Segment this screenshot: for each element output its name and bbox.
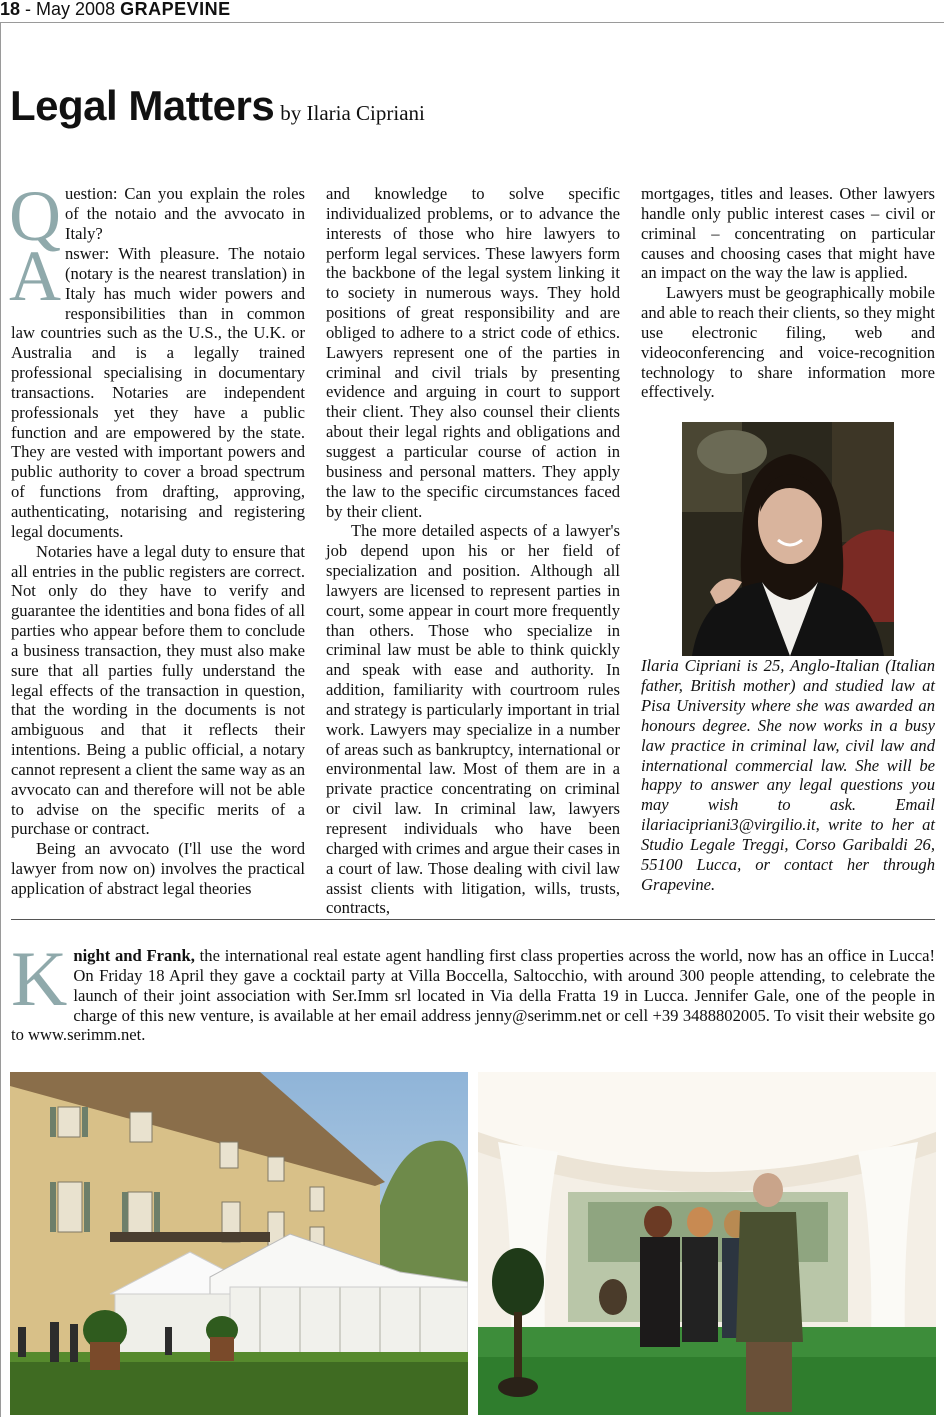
section-divider: [11, 919, 935, 920]
column-3: [641, 184, 935, 894]
answer-text: nswer: With pleasure. The notaio (notary is the nearest translation) in Italy has much wider powers and responsibilities than in common law countries such as the U.S., the U.K. or Australia and is a legally trained professional specialising in documentary transactions. Notaries are independent professionals yet they have a public function and are empowered by the state. They are vested with important powers and public authority to cover a broad spectrum of functions from drafting, approving, authenticating, notarising and registering legal documents.: [11, 244, 305, 541]
col3-paragraph-1: mortgages, titles and leases. Other lawyers handle only public interest cases – civil or criminal – concentrating on particular causes and choosing cases that might have an impact on the way the law is applied.: [641, 184, 935, 283]
col2-paragraph-2: The more detailed aspects of a lawyer's job depend upon his or her field of specialization and position. Although all lawyers are licensed to represent parties in court, some appear in court more frequently than others. Those who specialize in criminal law must be able to think quickly and speak with ease and authority. In addition, familiarity with courtroom rules and strategy is particularly important in trial work. Lawyers may specialize in a number of areas such as bankruptcy, international or environmental law. Most of them are in a private practice concentrating on criminal or civil law. In criminal law, lawyers represent individuals who have been charged with crimes and argue their cases in a court of law. Those dealing with civil law assist clients with litigation, wills, trusts, contracts,: [326, 521, 620, 918]
col2-paragraph-1: and knowledge to solve specific individualized problems, or to advance the interests of those who hire lawyers to perform legal services. These lawyers form the backbone of the legal system linking it to society in numerous ways. They hold positions of great responsibility and are obliged to adhere to a strict code of ethics. Lawyers represent one of the parties in criminal and civil trials by presenting evidence and arguing in court to support their client. They also counsel their clients about their legal rights and obligations and suggest a particular course of action in business and personal matters. They apply the law to the specific circumstances faced by their client.: [326, 184, 620, 521]
dropcap-k: K: [11, 935, 68, 1022]
question-paragraph: [9, 176, 305, 256]
page-number: 18: [0, 0, 21, 19]
party-tent-photo: [478, 1072, 936, 1415]
running-head: [0, 0, 945, 22]
col3-paragraph-2: Lawyers must be geographically mobile and able to reach their clients, so they might use electronic filing, web and videoconferencing and voice-recognition technology to share information more effectively.: [641, 283, 935, 402]
paragraph-3: Being an avvocato (I'll use the word lawyer from now on) involves the practical application of abstract legal theories: [11, 839, 305, 898]
article-heading: [10, 82, 425, 130]
knight-text: the international real estate agent handling first class properties across the world, now has an office in Lucca! On Friday 18 April they gave a cocktail party at Villa Boccella, Saltocchio, with around 300 people attending, to celebrate the launch of their joint association with Ser.Imm srl located in Via della Fratta 19 in Lucca. Jennifer Gale, one of the people in charge of this new venture, is available at her email address jenny@serimm.net or cell +39 3488802005. To visit their website go to www.serimm.net.: [11, 946, 935, 1045]
column-2: [326, 184, 620, 918]
question-text: uestion: Can you explain the roles of the notaio and the avvocato in Italy?: [65, 184, 305, 243]
issue-date: - May 2008: [20, 0, 121, 19]
dropcap-q: Q: [9, 176, 61, 256]
magazine-name: GRAPEVINE: [120, 0, 231, 19]
paragraph-2: Notaries have a legal duty to ensure that all entries in the public registers are correct. Not only do they have to verify and guarantee the identities and bona fides of all parties who appear before them to conclude a business transaction, they must also make sure that all parties fully understand the legal effects of the transaction in question, that the wording in the documents is not ambiguous and that it reflects their intentions. Being a public official, a notary cannot represent a client the same way as an avvocato can and therefore will not be able to advise on the specific merits of a purchase or contract.: [11, 541, 305, 839]
article-byline: by Ilaria Cipriani: [280, 101, 425, 125]
author-portrait-photo: [682, 422, 894, 656]
author-caption: Ilaria Cipriani is 25, Anglo-Italian (Italian father, British mother) and studied law at Pisa University where she was awarded an honours degree. She now works in a busy law practice in criminal law, civil law and international commercial law. She will be happy to answer any legal questions you may wish to ask. Email ilariacipriani3@virgilio.it, write to her at Studio Legale Treggi, Corso Garibaldi 26, 55100 Lucca, or contact her through Grapevine.: [641, 656, 935, 894]
dropcap-a: A: [9, 236, 61, 316]
column-1: [9, 176, 305, 899]
knight-lead: night and Frank,: [73, 946, 195, 965]
answer-paragraph: [9, 236, 305, 542]
villa-photo: [10, 1072, 468, 1415]
knight-frank-article: [11, 935, 935, 1045]
article-title: Legal Matters: [10, 82, 275, 129]
